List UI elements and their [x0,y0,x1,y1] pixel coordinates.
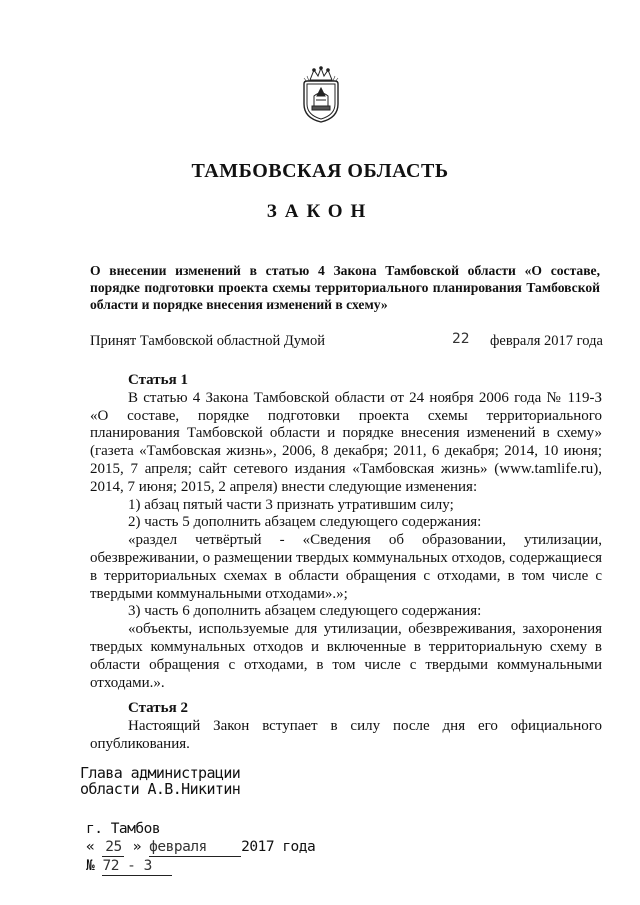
article-1-intro: В статью 4 Закона Тамбовской области от 24 ноября 2006 года № 119-З «О составе, порядке подготовки проекта схемы территориального планирования Тамбовской области и порядке внесения изменений в схему» (газета «Тамбовская жизнь», 2006, 8 декабря; 2011, 6 декабря; 2014, 10 июня; 2015, 7 апреля; сайт сетевого издания «Тамбовская жизнь» (www.tamlife.ru), 2014, 7 июня; 2015, 2 апреля) внести следующие изменения: [90,389,602,495]
date-day: 25 [102,838,124,857]
signature-line-2: области А.В.Никитин [80,780,241,798]
article-2-text: Настоящий Закон вступает в силу после дня его официального опубликования. [90,717,602,752]
adoption-day: 22 [452,331,470,347]
article-2 [90,700,602,753]
law-number [86,857,315,876]
article-1-heading: Статья 1 [128,372,188,388]
number-value: 72 - З [102,857,172,876]
article-1-item-2: 2) часть 5 дополнить абзацем следующего содержания: [128,514,482,531]
signature-block [80,765,240,797]
adoption-month-year: февраля 2017 года [490,333,603,349]
article-1-item-3: 3) часть 6 дополнить абзацем следующего содержания: [128,603,482,620]
region-heading: ТАМБОВСКАЯ ОБЛАСТЬ [191,160,449,182]
article-1-item-2-text: «раздел четвёртый - «Сведения об образовании, утилизации, обезвреживании, о размещении твердых коммунальных отходов, содержащиеся в территориальных схемах в области обращения с отходами, в том числе с твердыми коммунальными отходами».»; [90,532,602,602]
document-type-heading: ЗАКОН [266,201,374,222]
article-1 [90,372,602,692]
date-year: 2017 года [241,839,316,855]
adoption-label: Принят Тамбовской областной Думой [90,333,325,349]
article-1-item-3-text: «объекты, используемые для утилизации, обезвреживания, захоронения твердых коммунальных отходов и включенные в территориальную схему в области обращения с отходами, в том числе с твердыми коммунальными отходами.». [90,621,602,691]
date-month: февраля [149,838,241,857]
coat-of-arms-emblem [300,66,342,124]
signature-line-1: Глава администрации [80,764,241,782]
date-open-quote: « [86,839,95,855]
date-close-quote: » [132,839,141,855]
law-title: О внесении изменений в статью 4 Закона Тамбовской области «О составе, порядке подготовки проекта схемы территориального планирования Тамбовской области и порядке внесения изменений в схему» [90,263,600,312]
place-date-number [86,820,315,876]
article-1-item-1: 1) абзац пятый части 3 признать утратившим силу; [128,496,454,513]
signing-date [86,838,315,857]
number-sign: № [86,858,95,874]
article-2-heading: Статья 2 [128,700,188,716]
city: г. Тамбов [86,821,161,837]
